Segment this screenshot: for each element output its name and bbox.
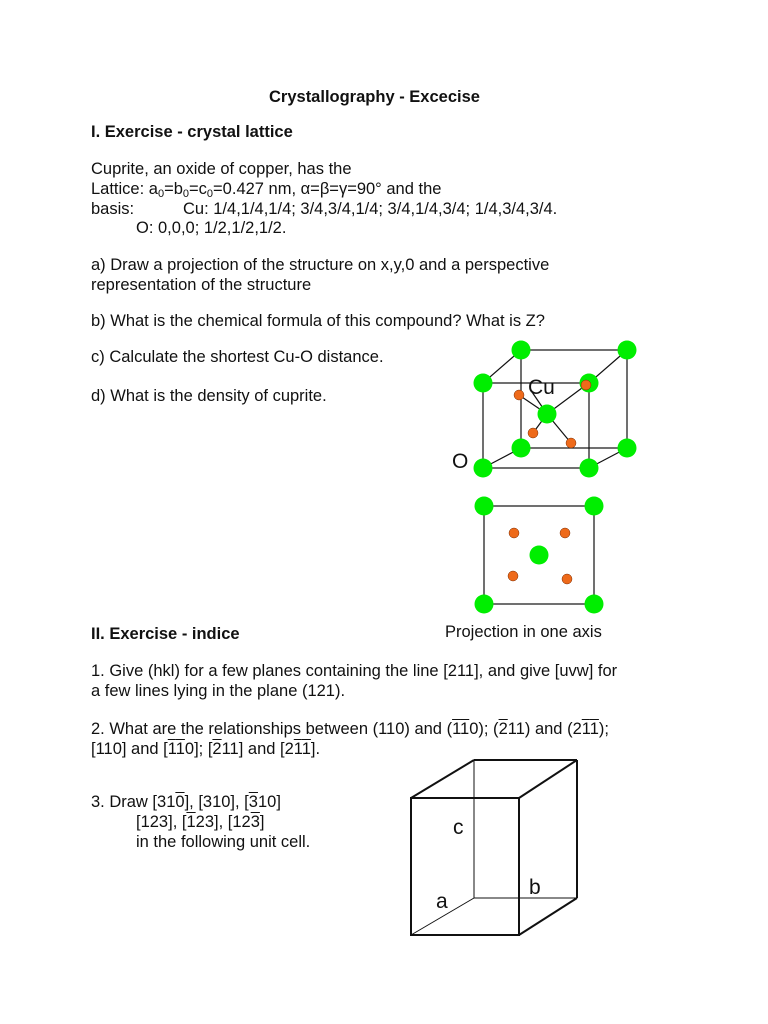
question-3-line3: in the following unit cell. — [136, 833, 311, 851]
q3-bar-digit: 0 — [175, 793, 185, 811]
cuprite-intro: Cuprite, an oxide of copper, has the — [91, 160, 352, 178]
section1-heading: I. Exercise - crystal lattice — [91, 123, 293, 141]
q3-text: [123], [ — [136, 813, 187, 831]
lattice-line — [91, 179, 441, 199]
cell-label-a: a — [436, 890, 448, 913]
q2-bar-digit: 1 — [589, 720, 599, 738]
lattice-prefix: Lattice: a — [91, 180, 158, 198]
question-c: c) Calculate the shortest Cu-O distance. — [91, 348, 384, 366]
unit-cell-figure — [405, 753, 595, 943]
question-1-line2: a few lines lying in the plane (121). — [91, 682, 346, 700]
question-2-line1 — [91, 719, 609, 739]
question-d: d) What is the density of cuprite. — [91, 387, 327, 405]
projection-caption: Projection in one axis — [445, 623, 602, 641]
question-a-line2: representation of the structure — [91, 276, 312, 294]
q2-bar-digit: 1 — [167, 740, 176, 758]
q2-text: 2. What are the relationships between (110) and ( — [91, 720, 453, 738]
question-b: b) What is the chemical formula of this compound? What is Z? — [91, 312, 545, 330]
cell-label-c: c — [453, 816, 464, 839]
projection-green-atoms — [475, 497, 604, 614]
cell-label-b: b — [529, 876, 541, 899]
q3-text: ] — [259, 813, 265, 831]
question-3-line2 — [136, 812, 264, 832]
lattice-a-subscript: 0 — [157, 188, 165, 200]
q3-text: 10] — [257, 793, 281, 811]
cell-front-face — [411, 798, 519, 935]
question-2-line2 — [91, 739, 320, 759]
cu-label: Cu — [528, 376, 555, 399]
q3-bar-digit: 1 — [186, 813, 196, 831]
q3-bar-digit: 3 — [248, 793, 258, 811]
q2-text: 11] and [2 — [221, 740, 294, 758]
q2-text: ]. — [310, 740, 321, 758]
q2-bar-digit: 1 — [301, 740, 311, 758]
q2-bar-digit: 1 — [452, 720, 461, 738]
o-label: O — [452, 450, 469, 473]
lattice-value: =0.427 nm, α=β=γ=90° and the — [213, 180, 442, 198]
q2-bar-digit: 1 — [581, 720, 590, 738]
q2-text: 0); ( — [469, 720, 499, 738]
q3-text: 23], [12 — [195, 813, 251, 831]
page-title: Crystallography - Excecise — [269, 88, 480, 106]
question-a-line1: a) Draw a projection of the structure on x,y,0 and a perspective — [91, 256, 550, 274]
basis-o: O: 0,0,0; 1/2,1/2,1/2. — [136, 219, 287, 237]
q3-text: 3. Draw [31 — [91, 793, 176, 811]
q2-bar-digit: 2 — [498, 720, 508, 738]
q3-text: ], [310], [ — [184, 793, 249, 811]
q2-text: [110] and [ — [91, 740, 168, 758]
lattice-c-subscript: 0 — [206, 188, 214, 200]
section2-heading: II. Exercise - indice — [91, 625, 240, 643]
lattice-b: =b — [164, 180, 183, 198]
projection-figure — [470, 494, 610, 624]
q2-text: 11) and (2 — [507, 720, 582, 738]
q2-bar-digit: 1 — [293, 740, 302, 758]
question-1-line1: 1. Give (hkl) for a few planes containing the line [211], and give [uvw] for — [91, 662, 618, 680]
q2-text: 0]; [ — [184, 740, 213, 758]
green-atoms — [474, 341, 637, 478]
q2-bar-digit: 1 — [460, 720, 470, 738]
q2-text: ); — [598, 720, 609, 738]
basis-cu: Cu: 1/4,1/4,1/4; 3/4,3/4,1/4; 3/4,1/4,3/4; 1/4,3/4,3/4. — [183, 200, 558, 218]
question-3-line1 — [91, 792, 281, 812]
q3-bar-digit: 3 — [250, 813, 260, 831]
lattice-c: =c — [189, 180, 207, 198]
q2-bar-digit: 2 — [212, 740, 222, 758]
basis-label: basis: — [91, 200, 135, 218]
q2-bar-digit: 1 — [175, 740, 185, 758]
cuprite-perspective-figure — [440, 338, 670, 488]
lattice-b-subscript: 0 — [182, 188, 190, 200]
